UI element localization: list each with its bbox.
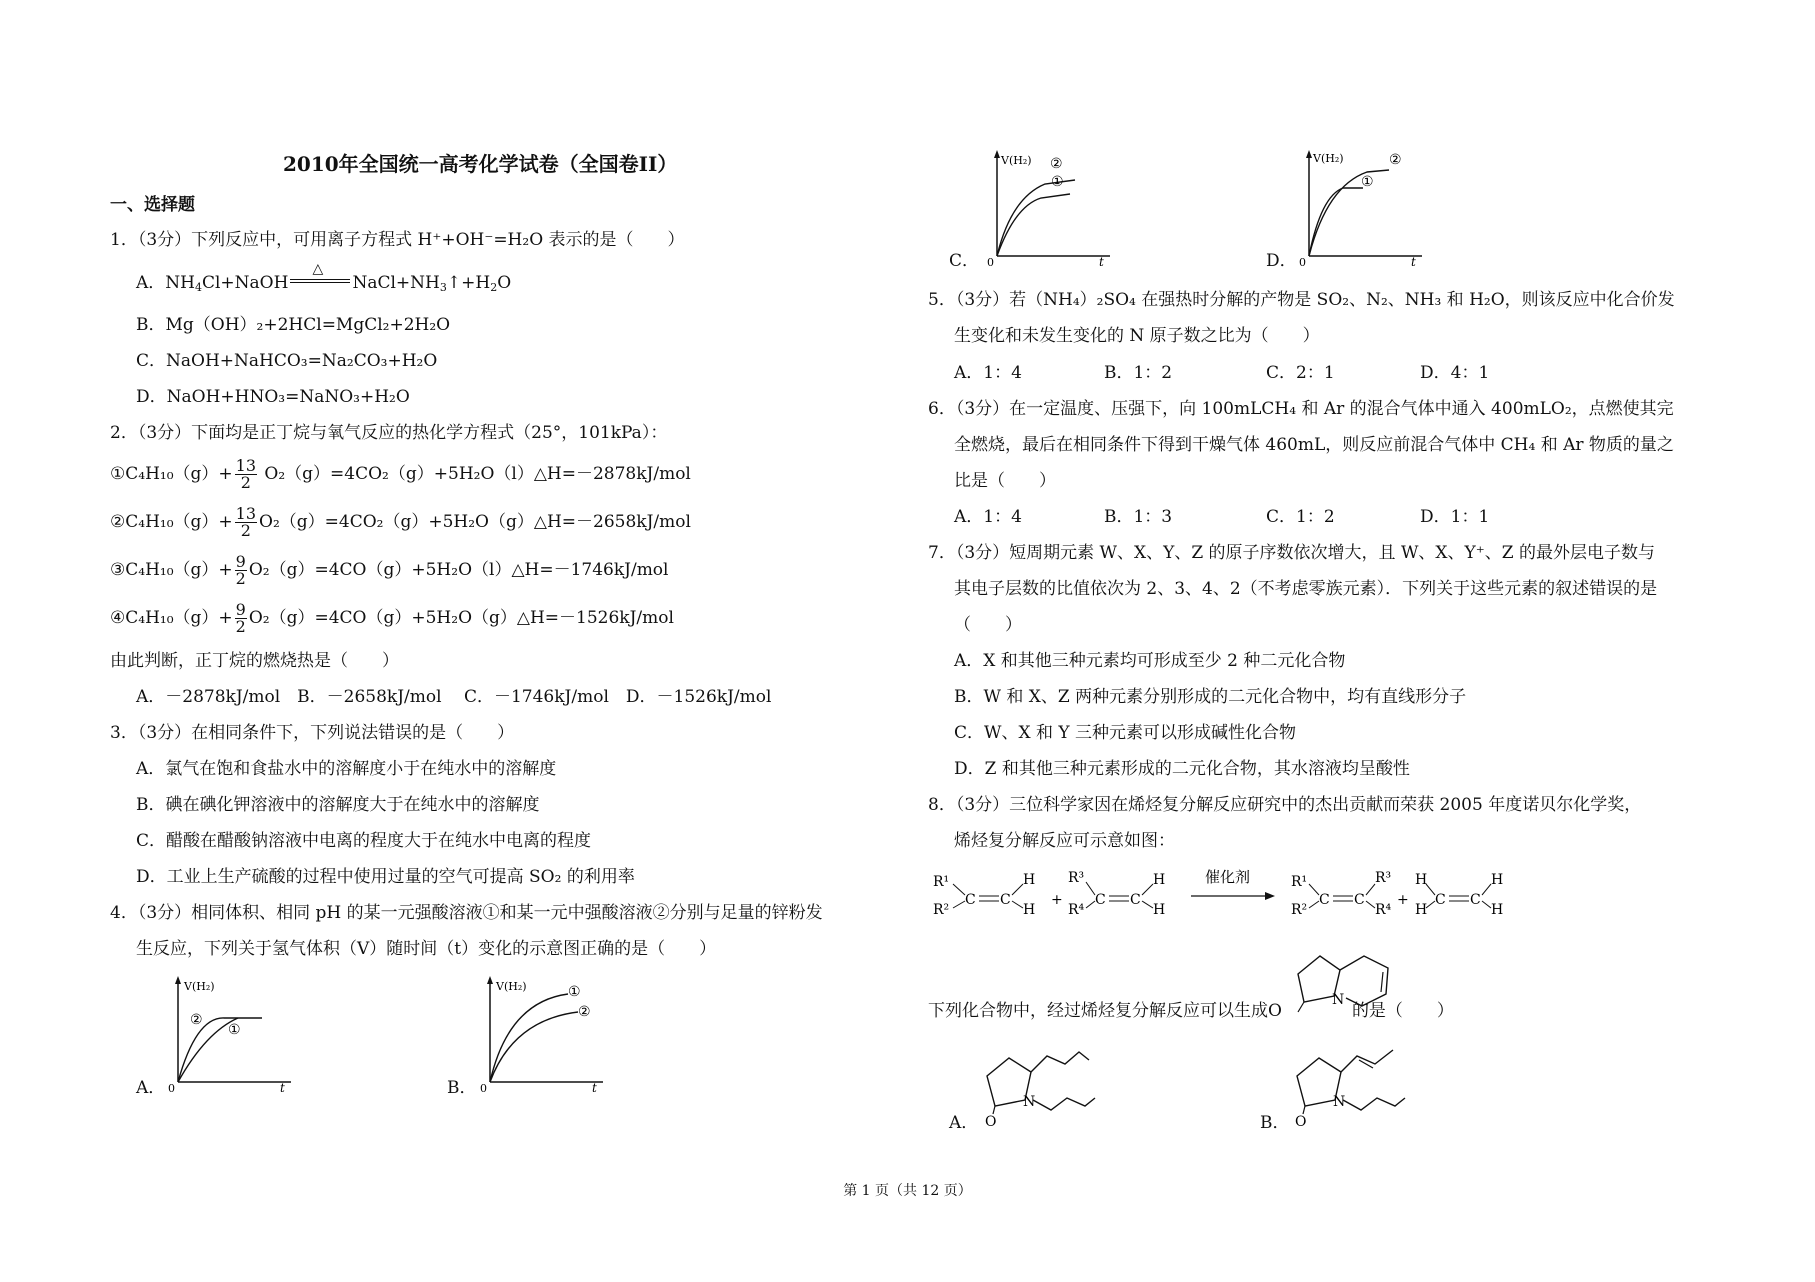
q5-option-d: D．4：1 [1420, 363, 1490, 383]
q2-equation-3: ③C₄H₁₀（g）+ $\frac{9}{2}$ O₂（g）=4CO（g）+5H₂O（l）△H=－1746kJ/mol [110, 552, 669, 588]
svg-text:C: C [1354, 892, 1365, 908]
svg-text:H: H [1491, 902, 1504, 918]
q4-label-a: A． [136, 1078, 166, 1098]
graph-a-origin: 0 [168, 1082, 175, 1094]
graph-a-ylabel: V(H₂) [184, 980, 215, 993]
graph-c-origin: 0 [987, 256, 994, 268]
q8-label-b: B． [1260, 1113, 1290, 1133]
q5-option-a: A．1：4 [954, 363, 1022, 383]
q7-option-c: C．W、X 和 Y 三种元素可以形成碱性化合物 [954, 723, 1297, 743]
q8-structure-b [1277, 1030, 1417, 1130]
svg-text:R³: R³ [1375, 870, 1392, 886]
q1-option-b: B．Mg（OH）₂+2HCl=MgCl₂+2H₂O [136, 315, 451, 335]
graph-c-ylabel: V(H₂) [1001, 154, 1032, 167]
graph-b-origin: 0 [480, 1082, 487, 1094]
q8-ask: 下列化合物中，经过烯烃复分解反应可以生成O 的是（ ） [928, 1001, 1454, 1021]
svg-text:+: + [1397, 892, 1409, 908]
page-title: 2010年全国统一高考化学试卷（全国卷II） [283, 152, 678, 176]
svg-text:N: N [1332, 992, 1345, 1008]
q1-option-a: A．$NH_4Cl+NaOH$ △ $NaCl+NH_3↑+H_2O$ [136, 261, 512, 294]
q6-line-2: 全燃烧，最后在相同条件下得到干燥气体 460mL，则反应前混合气体中 CH₄ 和 Ar 物质的量之 [954, 435, 1674, 455]
q6-option-c: C．1：2 [1266, 507, 1335, 527]
graph-c-curve-2-label: ② [1050, 156, 1063, 172]
svg-text:H: H [1023, 902, 1036, 918]
svg-text:H: H [1415, 902, 1428, 918]
svg-text:H: H [1491, 872, 1504, 888]
svg-text:O: O [985, 1114, 997, 1130]
metathesis-scheme [923, 862, 1523, 932]
graph-c-curve-1-label: ① [1051, 174, 1064, 190]
graph-d-ylabel: V(H₂) [1313, 152, 1344, 165]
graph-b-curve-2-label: ② [578, 1004, 591, 1020]
q1-option-c: C．NaOH+NaHCO₃=Na₂CO₃+H₂O [136, 351, 438, 371]
q3-option-d: D．工业上生产硫酸的过程中使用过量的空气可提高 SO₂ 的利用率 [136, 867, 635, 887]
q3-option-b: B．碘在碘化钾溶液中的溶解度大于在纯水中的溶解度 [136, 795, 540, 815]
graph-d-xlabel: t [1411, 255, 1416, 268]
q8-line-1: 8．（3分）三位科学家因在烯烃复分解反应研究中的杰出贡献而荣获 2005 年度诺贝尔化学奖， [928, 795, 1642, 815]
svg-text:C: C [1095, 892, 1106, 908]
q6-option-d: D．1：1 [1420, 507, 1490, 527]
svg-text:R⁴: R⁴ [1068, 902, 1085, 918]
q4-graph-c [985, 146, 1115, 268]
q2-question: 由此判断，正丁烷的燃烧热是（ ） [110, 651, 399, 671]
svg-text:R²: R² [933, 902, 950, 918]
q5-line-2: 生变化和未发生变化的 N 原子数之比为（ ） [954, 326, 1320, 346]
graph-d-origin: 0 [1299, 256, 1306, 268]
q2-equation-2: ②C₄H₁₀（g）+ $\frac{13}{2}$ O₂（g）=4CO₂（g）+5H₂O（g）△H=－2658kJ/mol [110, 504, 691, 540]
graph-a-curve-2-label: ② [190, 1012, 203, 1028]
q5-option-b: B．1：2 [1104, 363, 1173, 383]
svg-text:C: C [1435, 892, 1446, 908]
q2-stem: 2．（3分）下面均是正丁烷与氧气反应的热化学方程式（25°，101kPa）： [110, 423, 668, 443]
q7-option-a: A．X 和其他三种元素均可形成至少 2 种二元化合物 [954, 651, 1346, 671]
q1-stem: 1．（3分）下列反应中，可用离子方程式 H⁺+OH⁻=H₂O 表示的是（ ） [110, 230, 685, 250]
svg-text:R¹: R¹ [933, 874, 950, 890]
q7-line-3: （ ） [954, 615, 1022, 635]
graph-d-curve-2-label: ② [1389, 152, 1402, 168]
q5-line-1: 5．（3分）若（NH₄）₂SO₄ 在强热时分解的产物是 SO₂、N₂、NH₃ 和 H₂O，则该反应中化合价发 [928, 290, 1675, 310]
q2-equation-4: ④C₄H₁₀（g）+ $\frac{9}{2}$ O₂（g）=4CO（g）+5H₂O（g）△H=－1526kJ/mol [110, 600, 674, 636]
q4-label-c: C． [949, 251, 980, 271]
svg-text:H: H [1153, 902, 1166, 918]
svg-text:N: N [1333, 1094, 1346, 1110]
q6-option-a: A．1：4 [954, 507, 1022, 527]
q4-graph-d [1297, 146, 1427, 268]
heating-arrow: △ [288, 270, 352, 290]
q4-graph-a [166, 972, 296, 1094]
q4-label-b: B． [447, 1078, 477, 1098]
q7-line-2: 其电子层数的比值依次为 2、3、4、2（不考虑零族元素）．下列关于这些元素的叙述错误的是 [954, 579, 1658, 599]
svg-text:R¹: R¹ [1291, 874, 1308, 890]
svg-text:H: H [1023, 872, 1036, 888]
q6-option-b: B．1：3 [1104, 507, 1173, 527]
graph-a-xlabel: t [280, 1081, 285, 1094]
svg-text:C: C [1000, 892, 1011, 908]
graph-d-curve-1-label: ① [1361, 174, 1374, 190]
q2-equation-1: ①C₄H₁₀（g）+ $\frac{13}{2}$ O₂（g）=4CO₂（g）+5H₂O（l）△H=－2878kJ/mol [110, 456, 691, 492]
graph-b-ylabel: V(H₂) [496, 980, 527, 993]
q4-graph-b [478, 972, 608, 1094]
svg-text:C: C [1319, 892, 1330, 908]
q8-label-a: A． [949, 1113, 979, 1133]
q6-line-1: 6．（3分）在一定温度、压强下，向 100mLCH₄ 和 Ar 的混合气体中通入 400mLO₂，点燃使其完 [928, 399, 1674, 419]
q1-option-d: D．NaOH+HNO₃=NaNO₃+H₂O [136, 387, 410, 407]
q4-label-d: D． [1266, 251, 1297, 271]
q8-line-2: 烯烃复分解反应可示意如图： [954, 831, 1175, 851]
svg-text:C: C [1130, 892, 1141, 908]
q4-stem-line-1: 4．（3分）相同体积、相同 pH 的某一元强酸溶液①和某一元中强酸溶液②分别与足量的锌粉发 [110, 903, 823, 923]
section-heading: 一、选择题 [110, 195, 195, 215]
q7-option-d: D．Z 和其他三种元素形成的二元化合物，其水溶液均呈酸性 [954, 759, 1410, 779]
q7-line-1: 7．（3分）短周期元素 W、X、Y、Z 的原子序数依次增大，且 W、X、Y⁺、Z 的最外层电子数与 [928, 543, 1655, 563]
q3-stem: 3．（3分）在相同条件下，下列说法错误的是（ ） [110, 723, 515, 743]
q8-structure-a [967, 1030, 1107, 1130]
page-footer: 第 1 页（共 12 页） [843, 1183, 972, 1199]
graph-b-xlabel: t [592, 1081, 597, 1094]
q3-option-c: C．醋酸在醋酸钠溶液中电离的程度大于在纯水中电离的程度 [136, 831, 592, 851]
graph-c-xlabel: t [1099, 255, 1104, 268]
q4-stem-line-2: 生反应，下列关于氢气体积（V）随时间（t）变化的示意图正确的是（ ） [136, 939, 717, 959]
graph-b-curve-1-label: ① [568, 984, 581, 1000]
svg-text:R⁴: R⁴ [1375, 902, 1392, 918]
svg-text:N: N [1023, 1094, 1036, 1110]
q5-option-c: C．2：1 [1266, 363, 1335, 383]
svg-text:R³: R³ [1068, 870, 1085, 886]
svg-text:C: C [1470, 892, 1481, 908]
q3-option-a: A．氯气在饱和食盐水中的溶解度小于在纯水中的溶解度 [136, 759, 557, 779]
svg-text:R²: R² [1291, 902, 1308, 918]
svg-text:C: C [965, 892, 976, 908]
q7-option-b: B．W 和 X、Z 两种元素分别形成的二元化合物中，均有直线形分子 [954, 687, 1467, 707]
svg-text:H: H [1153, 872, 1166, 888]
svg-text:H: H [1415, 872, 1428, 888]
svg-text:O: O [1295, 1114, 1307, 1130]
q6-line-3: 比是（ ） [954, 471, 1056, 491]
q2-options: A．－2878kJ/mol B．－2658kJ/mol C．－1746kJ/mol D．－1526kJ/mol [136, 687, 772, 707]
svg-text:催化剂: 催化剂 [1205, 868, 1251, 886]
graph-a-curve-1-label: ① [228, 1022, 241, 1038]
svg-text:+: + [1051, 892, 1063, 908]
